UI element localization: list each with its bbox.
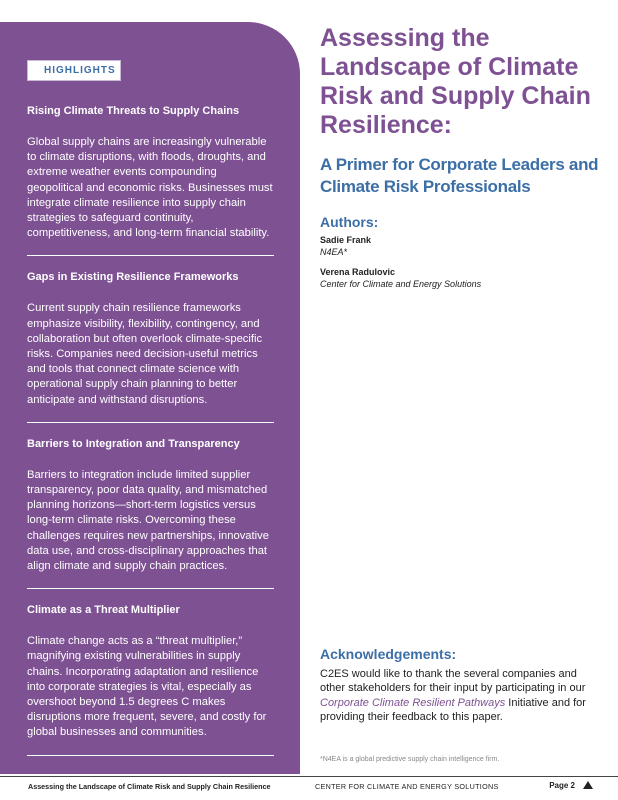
highlight-section [27, 255, 274, 421]
highlight-body: Current supply chain resilience frameworks emphasize visibility, flexibility, contingency, and collaboration but often overlook climate-specific risks. Companies need decision-useful metrics and tools that connect climate science with operational supply chain planning to better anticipate and withstand disruptions. [27, 302, 263, 406]
ack-text-before: C2ES would like to thank the several companies and other stakeholders for their input by participating in our [320, 668, 586, 695]
highlights-badge: HIGHLIGHTS [27, 60, 121, 81]
authors-heading: Authors: [320, 214, 379, 230]
document-subtitle: A Primer for Corporate Leaders and Climate Risk Professionals [320, 155, 599, 196]
acknowledgements-body [320, 667, 600, 725]
highlight-body: Global supply chains are increasingly vulnerable to climate disruptions, with floods, droughts, and extreme weather events compounding geopolitical and economic risks. Businesses must integrate climate resilience into supply chain strategies to safeguard continuity, competitiveness, and long-term financial stability. [27, 136, 273, 240]
highlights-sidebar [0, 22, 300, 774]
highlight-body: Climate change acts as a “threat multiplier,” magnifying existing vulnerabilities in supply chains. Incorporating adaptation and resilience into corporate strategies is vital, especially as overshoot beyond 1.5 degrees C makes disruptions more frequent, severe, and costly for global businesses and communities. [27, 635, 267, 739]
author-org: Center for Climate and Energy Solutions [320, 279, 482, 289]
initiative-link[interactable]: Corporate Climate Resilient Pathways [320, 696, 506, 709]
acknowledgements [320, 646, 600, 725]
highlight-body: Barriers to integration include limited supplier transparency, poor data quality, and mismatched planning horizons—short-term logistics versus long-term climate risks. Overcoming these challenges requires new partnerships, innovative data use, and cross-disciplinary approaches that align climate and supply chain practices. [27, 468, 269, 573]
ack-text-after: Initiative and for providing their feedback to this paper. [320, 696, 586, 724]
footer-document-title: Assessing the Landscape of Climate Risk and Supply Chain Resilience [28, 782, 271, 791]
author [320, 234, 600, 258]
author-name: Sadie Frank [320, 235, 372, 245]
document-title: Assessing the Landscape of Climate Risk and Supply Chain Resilience: [320, 24, 591, 139]
author-org: N4EA* [320, 247, 348, 257]
highlight-title: Climate as a Threat Multiplier [27, 604, 180, 617]
page-footer [28, 780, 593, 794]
highlight-title: Gaps in Existing Resilience Frameworks [27, 271, 239, 284]
footer-rule [0, 776, 618, 777]
author-name: Verena Radulovic [320, 267, 396, 277]
acknowledgements-heading: Acknowledgements: [320, 646, 457, 662]
title-block [320, 24, 600, 290]
highlight-section [27, 422, 274, 588]
author [320, 266, 600, 290]
highlight-title: Barriers to Integration and Transparency [27, 437, 240, 450]
footer-organization: CENTER FOR CLIMATE AND ENERGY SOLUTIONS [315, 782, 499, 791]
highlight-title: Rising Climate Threats to Supply Chains [27, 105, 240, 117]
highlight-section [27, 104, 274, 255]
highlight-section [27, 588, 274, 755]
back-to-top-arrow-icon[interactable] [583, 781, 593, 789]
footnote: *N4EA is a global predictive supply chain intelligence firm. [320, 756, 500, 763]
page-number: Page 2 [549, 781, 575, 790]
